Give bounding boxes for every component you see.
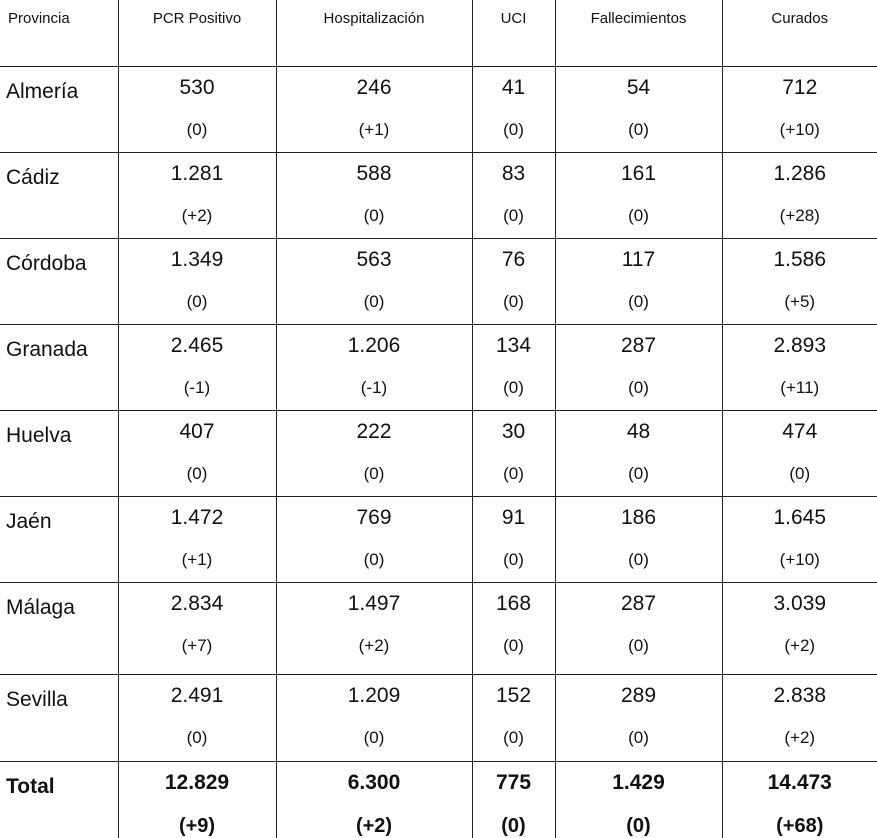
cell-delta: (0) [556, 378, 722, 398]
data-cell [472, 152, 555, 238]
data-cell [276, 238, 472, 324]
data-cell [118, 496, 276, 582]
cell-delta: (+10) [723, 120, 877, 140]
cell-delta: (-1) [119, 378, 276, 398]
cell-delta: (0) [277, 728, 472, 748]
cell-value: 134 [473, 334, 555, 358]
table-row [0, 496, 877, 582]
data-cell [118, 324, 276, 410]
data-cell [555, 238, 722, 324]
cell-delta: (0) [723, 464, 877, 484]
cell-delta: (0) [556, 636, 722, 656]
cell-value: 563 [277, 248, 472, 272]
data-cell [472, 674, 555, 761]
cell-value: 1.286 [723, 162, 877, 186]
cell-delta: (+10) [723, 550, 877, 570]
cell-value: 3.039 [723, 592, 877, 616]
cell-delta: (+2) [723, 728, 877, 748]
cell-delta: (0) [119, 728, 276, 748]
cell-value: 6.300 [277, 771, 472, 795]
cell-value: 186 [556, 506, 722, 530]
cell-delta: (0) [277, 550, 472, 570]
cell-delta: (0) [473, 815, 555, 838]
data-cell [722, 761, 877, 838]
cell-delta: (0) [473, 464, 555, 484]
data-cell [472, 410, 555, 496]
table-row [0, 152, 877, 238]
cell-value: 152 [473, 684, 555, 708]
cell-value: 712 [723, 76, 877, 100]
data-cell [118, 582, 276, 674]
cell-delta: (0) [556, 292, 722, 312]
cell-delta: (0) [473, 292, 555, 312]
table-row [0, 66, 877, 152]
cell-delta: (+2) [277, 815, 472, 838]
cell-value: 2.834 [119, 592, 276, 616]
table-row [0, 410, 877, 496]
cell-value: 1.497 [277, 592, 472, 616]
data-cell [118, 152, 276, 238]
data-cell [276, 410, 472, 496]
data-cell [555, 761, 722, 838]
cell-delta: (+68) [723, 815, 877, 838]
data-cell [555, 152, 722, 238]
header-curados: Curados [722, 0, 877, 66]
cell-delta: (+7) [119, 636, 276, 656]
cell-value: 1.209 [277, 684, 472, 708]
cell-value: 222 [277, 420, 472, 444]
cell-value: 2.491 [119, 684, 276, 708]
data-cell [555, 324, 722, 410]
data-cell [276, 761, 472, 838]
data-cell [722, 324, 877, 410]
cell-delta: (0) [556, 728, 722, 748]
province-name: Córdoba [0, 238, 118, 324]
cell-delta: (+5) [723, 292, 877, 312]
cell-value: 76 [473, 248, 555, 272]
province-name: Cádiz [0, 152, 118, 238]
cell-delta: (+1) [119, 550, 276, 570]
cell-delta: (0) [473, 636, 555, 656]
cell-value: 1.472 [119, 506, 276, 530]
data-cell [472, 582, 555, 674]
province-name: Jaén [0, 496, 118, 582]
cell-value: 14.473 [723, 771, 877, 795]
province-name: Granada [0, 324, 118, 410]
cell-delta: (0) [556, 815, 722, 838]
data-cell [472, 496, 555, 582]
cell-value: 474 [723, 420, 877, 444]
cell-value: 117 [556, 248, 722, 272]
cell-delta: (0) [473, 378, 555, 398]
province-name: Sevilla [0, 674, 118, 761]
cell-delta: (-1) [277, 378, 472, 398]
data-cell [276, 324, 472, 410]
cell-value: 588 [277, 162, 472, 186]
cell-value: 1.586 [723, 248, 877, 272]
cell-value: 48 [556, 420, 722, 444]
data-cell [276, 674, 472, 761]
data-cell [722, 410, 877, 496]
total-row [0, 761, 877, 838]
data-cell [722, 238, 877, 324]
header-uci: UCI [472, 0, 555, 66]
cell-delta: (0) [556, 464, 722, 484]
province-name: Málaga [0, 582, 118, 674]
province-name: Almería [0, 66, 118, 152]
cell-value: 91 [473, 506, 555, 530]
data-cell [276, 152, 472, 238]
cell-value: 287 [556, 334, 722, 358]
cell-delta: (+2) [119, 206, 276, 226]
cell-value: 1.281 [119, 162, 276, 186]
data-cell [555, 410, 722, 496]
cell-value: 1.645 [723, 506, 877, 530]
cell-delta: (+9) [119, 815, 276, 838]
data-cell [276, 582, 472, 674]
cell-value: 12.829 [119, 771, 276, 795]
cell-delta: (0) [473, 120, 555, 140]
data-cell [722, 152, 877, 238]
table-row [0, 582, 877, 674]
data-cell [472, 238, 555, 324]
data-cell [472, 66, 555, 152]
table-row [0, 674, 877, 761]
cell-value: 769 [277, 506, 472, 530]
data-cell [472, 324, 555, 410]
cell-value: 30 [473, 420, 555, 444]
cell-value: 246 [277, 76, 472, 100]
header-hospitalizacion: Hospitalización [276, 0, 472, 66]
cell-value: 161 [556, 162, 722, 186]
cell-delta: (0) [473, 728, 555, 748]
cell-value: 1.206 [277, 334, 472, 358]
data-cell [722, 496, 877, 582]
data-cell [118, 674, 276, 761]
cell-value: 775 [473, 771, 555, 795]
cell-delta: (0) [556, 550, 722, 570]
data-cell [118, 66, 276, 152]
cell-value: 2.838 [723, 684, 877, 708]
cell-delta: (0) [473, 206, 555, 226]
province-name: Huelva [0, 410, 118, 496]
cell-value: 1.429 [556, 771, 722, 795]
cell-value: 54 [556, 76, 722, 100]
header-pcr: PCR Positivo [118, 0, 276, 66]
cell-value: 1.349 [119, 248, 276, 272]
cell-value: 168 [473, 592, 555, 616]
cell-value: 41 [473, 76, 555, 100]
table-row [0, 324, 877, 410]
cell-value: 2.465 [119, 334, 276, 358]
cell-delta: (0) [119, 120, 276, 140]
cell-delta: (+2) [277, 636, 472, 656]
data-cell [276, 66, 472, 152]
cell-value: 407 [119, 420, 276, 444]
cell-delta: (0) [277, 292, 472, 312]
data-cell [472, 761, 555, 838]
cell-delta: (+11) [723, 378, 877, 398]
cell-delta: (+1) [277, 120, 472, 140]
cell-delta: (+28) [723, 206, 877, 226]
data-cell [276, 496, 472, 582]
data-cell [555, 582, 722, 674]
header-row [0, 0, 877, 66]
data-cell [722, 582, 877, 674]
data-cell [555, 674, 722, 761]
cell-delta: (0) [556, 206, 722, 226]
header-provincia: Provincia [0, 0, 118, 66]
data-cell [722, 674, 877, 761]
data-cell [118, 761, 276, 838]
cell-value: 287 [556, 592, 722, 616]
data-cell [118, 238, 276, 324]
data-cell [118, 410, 276, 496]
cell-value: 83 [473, 162, 555, 186]
data-cell [722, 66, 877, 152]
cell-delta: (0) [119, 464, 276, 484]
cell-delta: (+2) [723, 636, 877, 656]
cell-value: 2.893 [723, 334, 877, 358]
cell-value: 530 [119, 76, 276, 100]
cell-delta: (0) [277, 464, 472, 484]
header-fallecimientos: Fallecimientos [555, 0, 722, 66]
cell-value: 289 [556, 684, 722, 708]
cell-delta: (0) [473, 550, 555, 570]
data-cell [555, 66, 722, 152]
cell-delta: (0) [119, 292, 276, 312]
table-row [0, 238, 877, 324]
cell-delta: (0) [556, 120, 722, 140]
data-cell [555, 496, 722, 582]
cell-delta: (0) [277, 206, 472, 226]
province-name: Total [0, 761, 118, 838]
